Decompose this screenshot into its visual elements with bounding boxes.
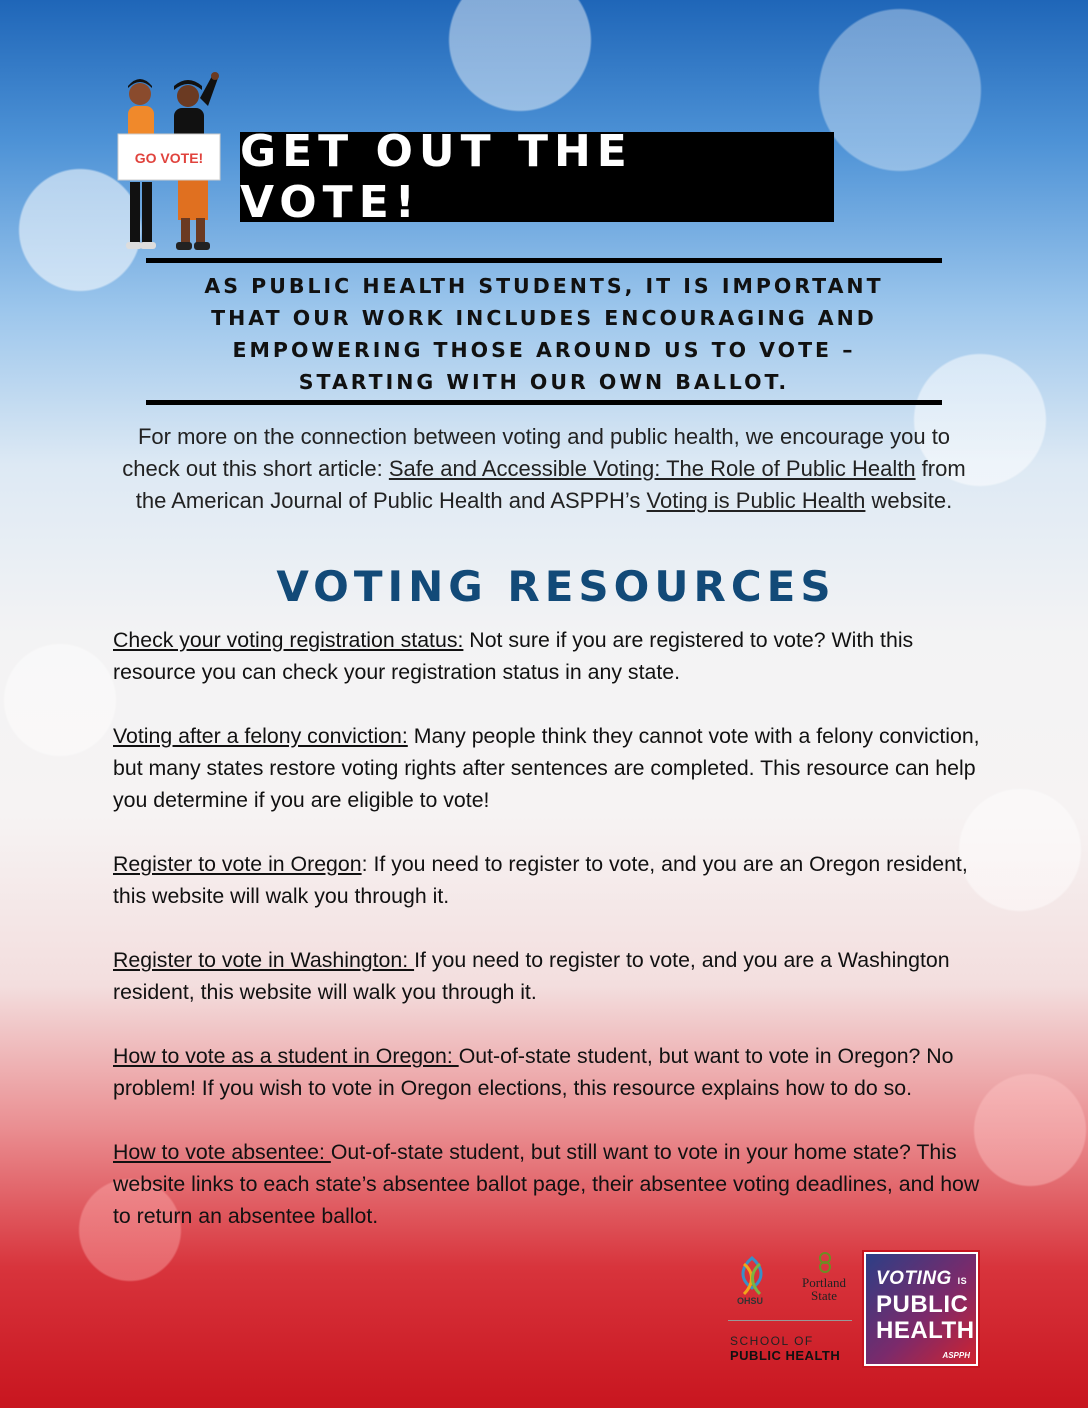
article-text: For more on the connection between voting and public health, we encourage you to check out this short article: [122,424,951,481]
psu-name-line: State [811,1288,837,1303]
resource-link[interactable]: Register to vote in Washington: [113,948,415,972]
resource-item [113,624,983,688]
resource-item [113,1040,983,1104]
resource-item [113,944,983,1008]
resource-description: Not sure if you are registered to vote? With this resource you can check your registration status in any state. [113,628,914,684]
intro-line: THAT OUR WORK INCLUDES ENCOURAGING AND [211,306,877,330]
divider-top [146,258,942,263]
resource-item [113,848,983,912]
resource-item [113,1136,983,1232]
sign-text: GO VOTE! [134,150,204,166]
badge-is: IS [957,1276,968,1286]
badge-public: PUBLIC [876,1291,969,1318]
voting-is-public-health-badge [864,1252,978,1366]
intro-line: AS PUBLIC HEALTH STUDENTS, IT IS IMPORTANT [204,274,884,298]
voters-illustration [108,72,232,262]
resource-description: Out-of-state student, but want to vote in Oregon? No problem! If you wish to vote in Oregon elections, this resource explains how to do so. [113,1044,954,1100]
resource-description: If you need to register to vote, and you are a Washington resident, this website will walk you through it. [113,948,950,1004]
resource-link[interactable]: How to vote as a student in Oregon: [113,1044,459,1068]
resource-link[interactable]: How to vote absentee: [113,1140,331,1164]
divider-bottom [146,400,942,405]
logo-divider [728,1320,852,1321]
resource-description: Out-of-state student, but still want to vote in your home state? This website links to each state’s absentee ballot page, their absentee voting deadlines, and how to return an absentee ballot. [113,1140,980,1228]
psu-name-line: Portland [801,1275,847,1290]
badge-health: HEALTH [876,1317,975,1344]
ohsu-label: OHSU [736,1296,763,1306]
intro-statement [146,270,942,398]
article-text: from the American Journal of Public Health and ASPPH’s [135,456,966,513]
badge-org: ASPPH [942,1351,970,1360]
psu-leaf-icon [816,1252,834,1274]
article-link[interactable]: Safe and Accessible Voting: The Role of Public Health [388,456,916,481]
school-label: SCHOOL OF [730,1334,814,1348]
intro-line: STARTING WITH OUR OWN BALLOT. [298,370,790,394]
psu-logo [794,1252,854,1312]
resource-description: Many people think they cannot vote with a felony conviction, but many states restore voting rights after sentences are completed. This resource can help you determine if you are eligible to vote! [113,724,980,812]
article-paragraph [112,421,976,517]
resource-link[interactable]: Voting after a felony conviction: [113,724,408,748]
partner-logos [728,1250,980,1368]
resource-link[interactable]: Check your voting registration status: [113,628,464,652]
voting-is-public-health-link[interactable]: Voting is Public Health [646,488,866,513]
school-label: PUBLIC HEALTH [730,1348,841,1363]
page-title: GET OUT THE VOTE! [240,132,834,222]
resource-description: : If you need to register to vote, and you are an Oregon resident, this website will walk you through it. [113,852,968,908]
article-text: website. [865,488,953,513]
badge-voting: VOTING [876,1268,952,1289]
resource-item [113,720,983,816]
resource-link[interactable]: Register to vote in Oregon [113,852,362,876]
section-heading: VOTING RESOURCES [276,562,836,611]
intro-line: EMPOWERING THOSE AROUND US TO VOTE – [232,338,856,362]
resource-list [113,624,983,1264]
